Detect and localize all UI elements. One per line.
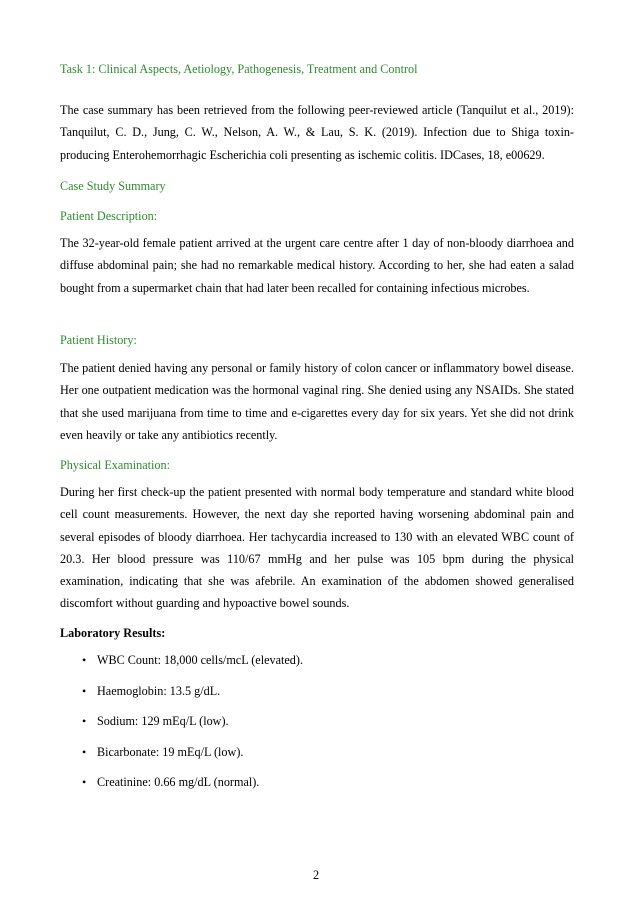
patient-description-heading: Patient Description: — [60, 209, 158, 223]
patient-history-text: The patient denied having any personal or family history of colon cancer or inflammatory bowel disease. Her one outpatient medication was the hormonal vaginal ring. She denied using any NSAIDs. She stated that she used marijuana from time to time and e-cigarettes every day for six years. Yet she did not drink even heavily or take any antibiotics recently. — [60, 361, 574, 442]
patient-description-text: The 32-year-old female patient arrived at the urgent care centre after 1 day of non-bloody diarrhoea and diffuse abdominal pain; she had no remarkable medical history. According to her, she had eaten a salad bought from a supermarket chain that had later been recalled for containing infectious microbes. — [60, 236, 574, 295]
physical-examination-text: During her first check-up the patient presented with normal body temperature and standard white blood cell count measurements. However, the next day she reported having worsening abdominal pain and several episodes of bloody diarrhoea. Her tachycardia increased to 130 with an elevated WBC count of 20.3. Her blood pressure was 110/67 mmHg and her pulse was 105 bpm during the physical examination, indicating that she was afebrile. An examination of the abdomen showed generalised discomfort without guarding and hypoactive bowel sounds. — [60, 485, 574, 611]
lab-result-sodium: Sodium: 129 mEq/L (low). — [97, 714, 229, 728]
task-heading: Task 1: Clinical Aspects, Aetiology, Pathogenesis, Treatment and Control — [60, 62, 418, 76]
bullet-icon: • — [82, 683, 87, 698]
list-item — [82, 774, 303, 805]
lab-result-creatinine: Creatinine: 0.66 mg/dL (normal). — [97, 775, 260, 789]
bullet-icon: • — [82, 653, 87, 667]
list-item — [82, 652, 303, 683]
lab-result-bicarbonate: Bicarbonate: 19 mEq/L (low). — [97, 744, 244, 759]
patient-history-heading: Patient History: — [60, 333, 137, 347]
physical-examination-heading: Physical Examination: — [60, 458, 171, 472]
page-number: 2 — [312, 868, 320, 882]
lab-result-wbc: WBC Count: 18,000 cells/mcL (elevated). — [97, 653, 304, 667]
intro-paragraph: The case summary has been retrieved from the following peer-reviewed article (Tanquilut et al., 2019): Tanquilut, C. D., Jung, C. W., Nelson, A. W., & Lau, S. K. (2019). Infection due to Shiga toxin-producing Enterohemorrhagic Escherichia coli presenting as ischemic colitis. IDCases, 18, e00629. — [60, 103, 574, 162]
bullet-icon: • — [82, 714, 87, 728]
case-summary-heading: Case Study Summary — [60, 179, 166, 193]
list-item — [82, 683, 303, 714]
list-item — [82, 713, 303, 744]
laboratory-results-list — [82, 652, 303, 805]
bullet-icon: • — [82, 775, 87, 789]
bullet-icon: • — [82, 744, 87, 759]
lab-result-haemoglobin: Haemoglobin: 13.5 g/dL. — [97, 683, 221, 698]
laboratory-results-heading: Laboratory Results: — [60, 626, 166, 640]
list-item — [82, 744, 303, 775]
